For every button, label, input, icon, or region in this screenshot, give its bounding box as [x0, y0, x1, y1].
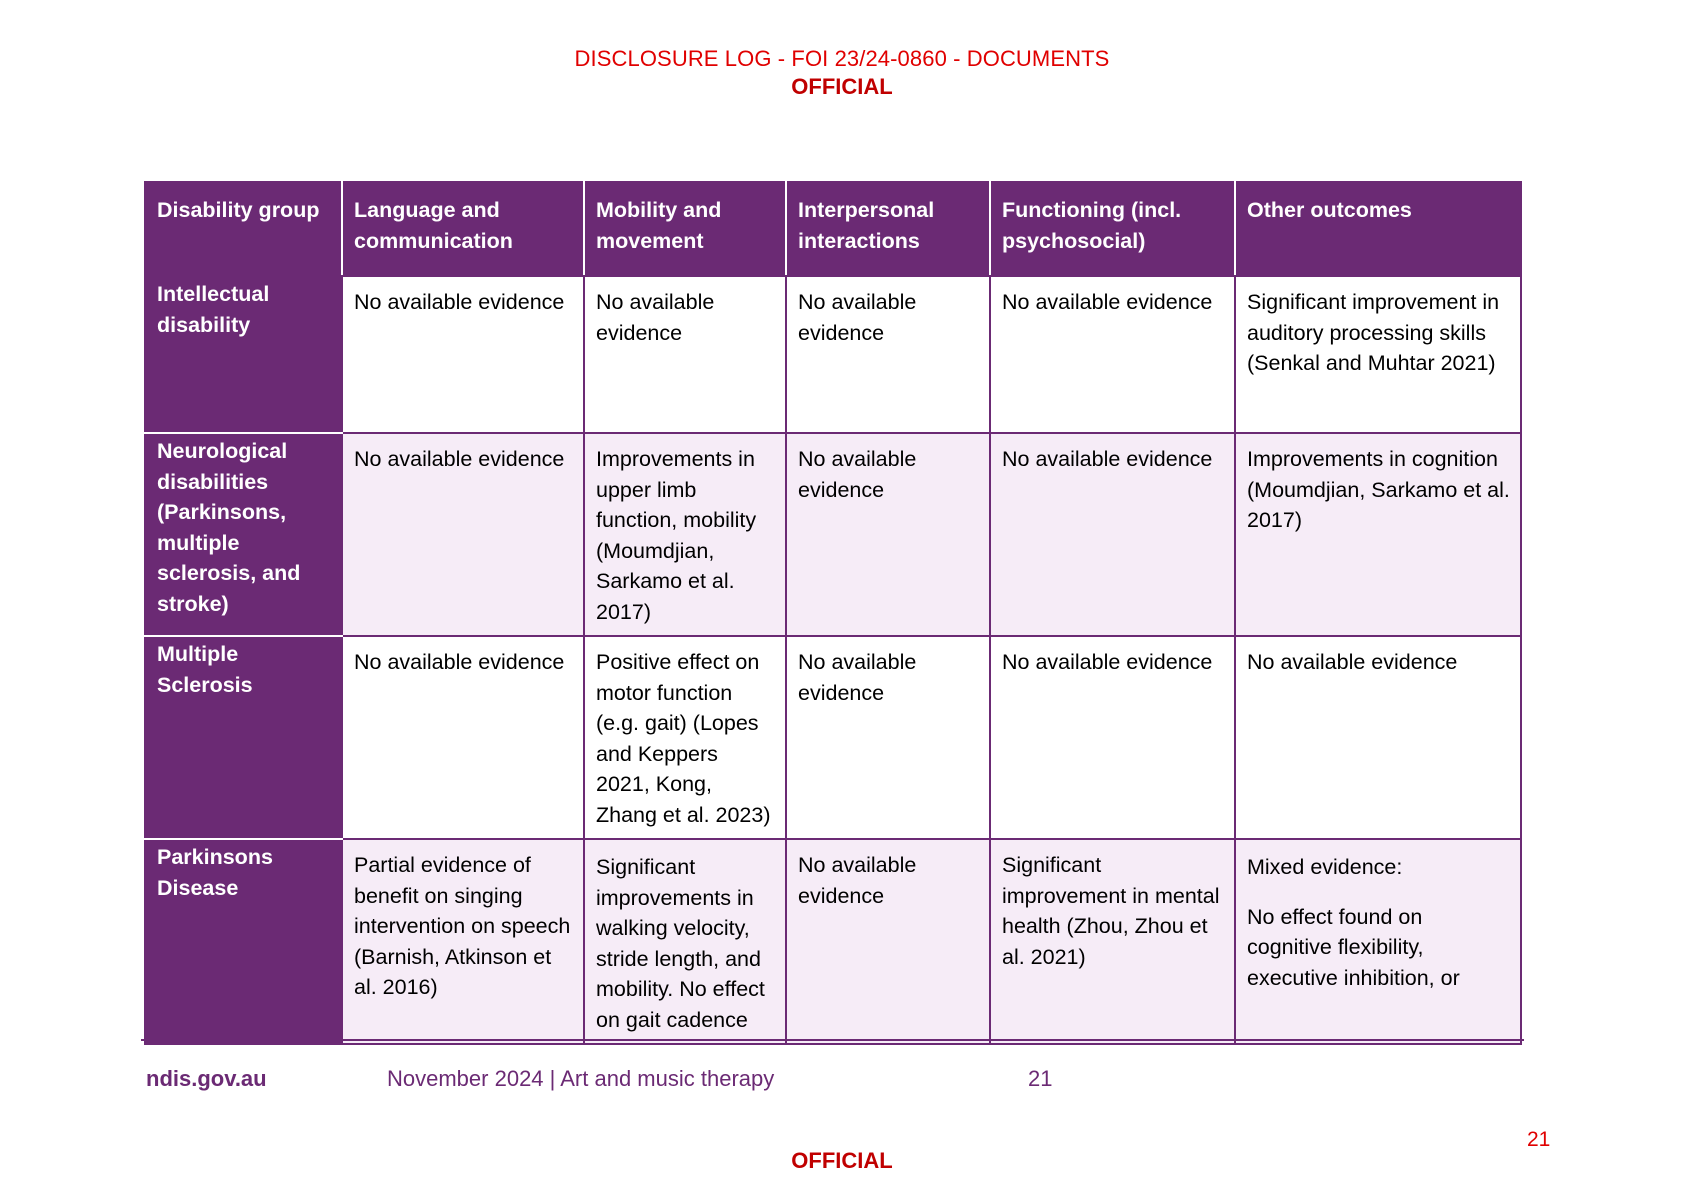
cell-functioning: No available evidence — [990, 433, 1235, 636]
column-header-mobility: Mobility and movement — [584, 182, 786, 276]
table-row — [145, 433, 1521, 636]
cell-functioning: No available evidence — [990, 276, 1235, 433]
row-header-group: Multiple Sclerosis — [145, 636, 342, 839]
cell-language: No available evidence — [342, 636, 584, 839]
cell-functioning: Significant improvement in mental health (Zhou, Zhou et al. 2021) — [990, 839, 1235, 1044]
cell-other — [1235, 839, 1521, 1044]
footer-page-number: 21 — [1028, 1066, 1053, 1091]
cell-language: Partial evidence of benefit on singing intervention on speech (Barnish, Atkinson et al. 2016) — [342, 839, 584, 1044]
row-header-group: Neurological disabilities (Parkinsons, multiple sclerosis, and stroke) — [145, 433, 342, 636]
cell-functioning: No available evidence — [990, 636, 1235, 839]
cell-language: No available evidence — [342, 433, 584, 636]
classification-footer: OFFICIAL — [791, 1148, 893, 1173]
footer-date-title: November 2024 | Art and music therapy — [387, 1066, 775, 1091]
cell-interpersonal: No available evidence — [786, 276, 990, 433]
column-header-language: Language and communication — [342, 182, 584, 276]
cell-other-paragraph: No effect found on cognitive flexibility, executive inhibition, or — [1247, 904, 1460, 990]
column-header-interpersonal: Interpersonal interactions — [786, 182, 990, 276]
cell-other: Significant improvement in auditory processing skills (Senkal and Muhtar 2021) — [1235, 276, 1521, 433]
table-header-row — [145, 182, 1521, 276]
cell-mobility: Improvements in upper limb function, mobility (Moumdjian, Sarkamo et al. 2017) — [584, 433, 786, 636]
cell-interpersonal: No available evidence — [786, 839, 990, 1044]
cell-mobility: Significant improvements in walking velocity, stride length, and mobility. No effect on gait cadence — [584, 839, 786, 1044]
column-header-other: Other outcomes — [1235, 182, 1521, 276]
table-row — [145, 839, 1521, 1044]
cell-mobility: No available evidence — [584, 276, 786, 433]
row-header-group: Parkinsons Disease — [145, 839, 342, 1044]
cell-other: No available evidence — [1235, 636, 1521, 839]
evidence-table — [144, 181, 1522, 1045]
cell-other: Improvements in cognition (Moumdjian, Sarkamo et al. 2017) — [1235, 433, 1521, 636]
table-row — [145, 276, 1521, 433]
corner-page-number: 21 — [1527, 1128, 1551, 1151]
classification-header: OFFICIAL — [791, 74, 893, 99]
footer-divider — [141, 1039, 1524, 1041]
row-header-group: Intellectual disability — [145, 276, 342, 433]
table-row — [145, 636, 1521, 839]
cell-language: No available evidence — [342, 276, 584, 433]
cell-interpersonal: No available evidence — [786, 433, 990, 636]
cell-other-paragraph: Mixed evidence: — [1247, 855, 1403, 879]
cell-mobility: Positive effect on motor function (e.g. gait) (Lopes and Keppers 2021, Kong, Zhang et al. 2023) — [584, 636, 786, 839]
column-header-functioning: Functioning (incl. psychosocial) — [990, 182, 1235, 276]
cell-interpersonal: No available evidence — [786, 636, 990, 839]
column-header-disability-group: Disability group — [145, 182, 342, 276]
disclosure-log-header: DISCLOSURE LOG - FOI 23/24-0860 - DOCUMENTS — [574, 46, 1110, 71]
footer-site-name: ndis.gov.au — [146, 1066, 267, 1091]
